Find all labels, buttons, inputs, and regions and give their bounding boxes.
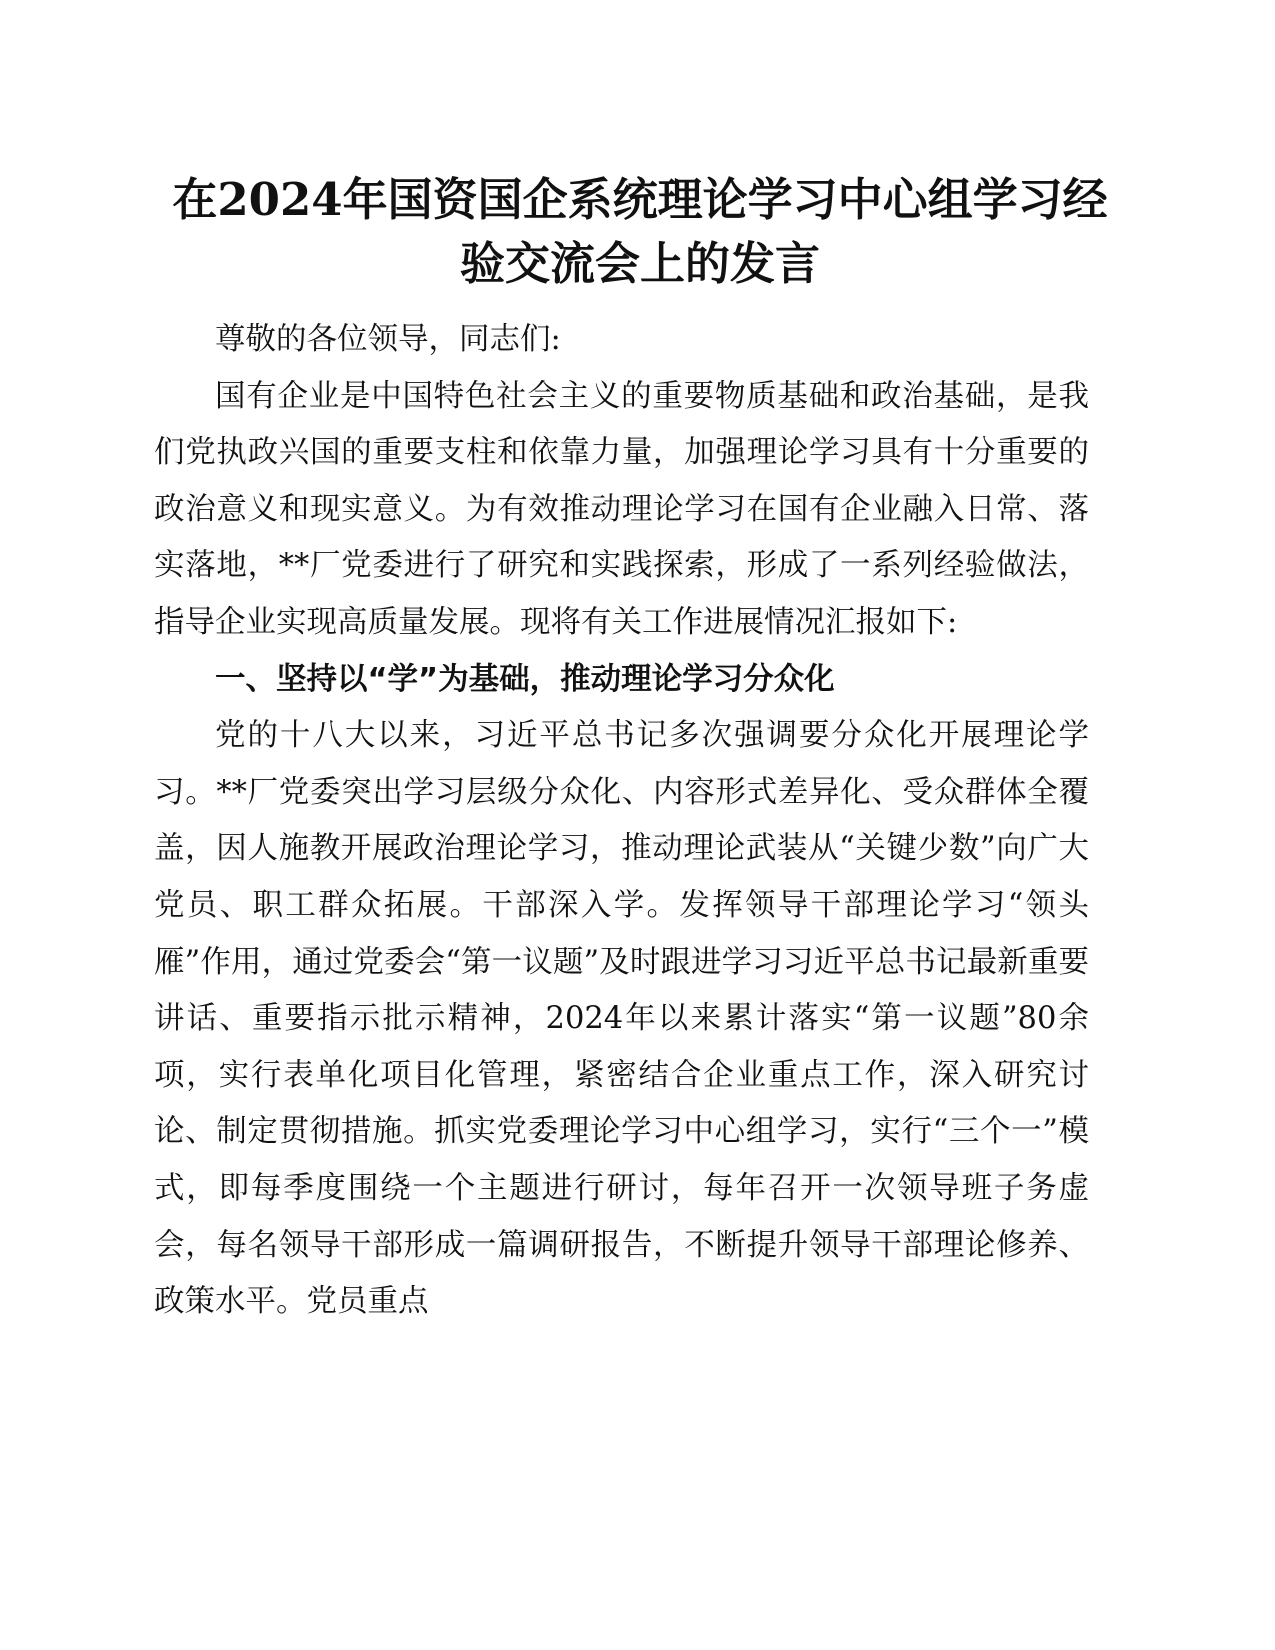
salutation-paragraph: 尊敬的各位领导，同志们: (215, 322, 561, 357)
page-title: 在2024年国资国企系统理论学习中心组学习经验交流会上的发言 (172, 173, 1108, 290)
intro-paragraph: 国有企业是中国特色社会主义的重要物质基础和政治基础，是我们党执政兴国的重要支柱和依靠力量，加强理论学习具有十分重要的政治意义和现实意义。为有效推动理论学习在国有企业融入日常、落实落地，**厂党委进行了研究和实践探索，形成了一系列经验做法，指导企业实现高质量发展。现将有关工作进展情况汇报如下: (154, 378, 1089, 640)
section-heading: 一、坚持以“学”为基础，推动理论学习分众化 (215, 661, 835, 697)
document-body (154, 312, 1089, 1331)
section-paragraph: 党的十八大以来，习近平总书记多次强调要分众化开展理论学习。**厂党委突出学习层级分众化、内容形式差异化、受众群体全覆盖，因人施教开展政治理论学习，推动理论武装从“关键少数”向广大党员、职工群众拓展。干部深入学。发挥领导干部理论学习“领头雁”作用，通过党委会“第一议题”及时跟进学习习近平总书记最新重要讲话、重要指示批示精神，2024年以来累计落实“第一议题”80余项，实行表单化项目化管理，紧密结合企业重点工作，深入研究讨论、制定贯彻措施。抓实党委理论学习中心组学习，实行“三个一”模式，即每季度围绕一个主题进行研讨，每年召开一次领导班子务虚会，每名领导干部形成一篇调研报告，不断提升领导干部理论修养、政策水平。党员重点 (154, 718, 1089, 1320)
